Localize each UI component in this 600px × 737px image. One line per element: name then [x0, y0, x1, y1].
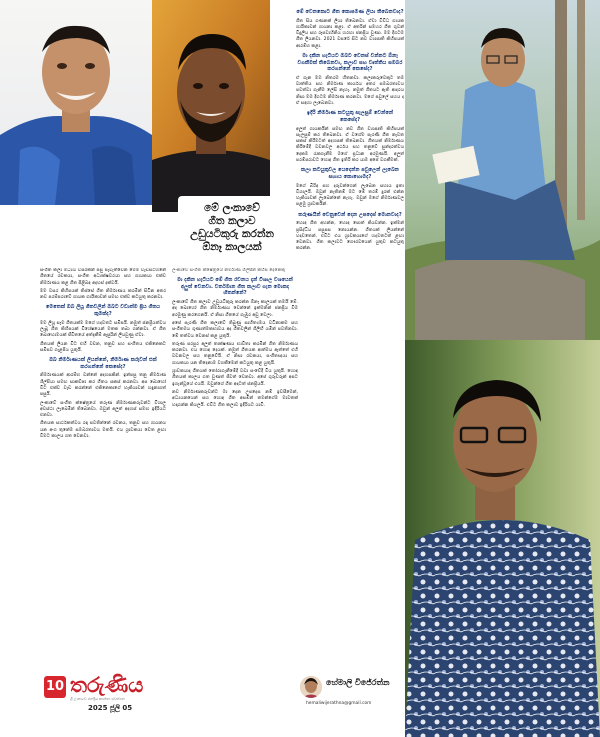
newspaper-brand: තරුණිය	[70, 672, 144, 697]
paragraph: තරුණ පරපුර අලුත් තාක්ෂණය භාවිතා කරමින් ගීත නිර්මාණය කරනවා. එය හොඳ දෙයක්. නමුත් ගීතයක ආත්මය ඇත්තේ එහි වචනවල සහ තනුවේයි. ඒ නිසා රචකයා, සංගීතඥයා සහ ගායකයා යන තිදෙනාම වගකීමෙන් කටයුතු කළ යුතුයි.	[172, 341, 298, 366]
title-line-3: උඩුයටිකුරු කරන්න	[190, 228, 274, 240]
portrait-photo-center	[152, 0, 270, 212]
photo-caption: ලංකාවේ සංගීත ක්ෂේත්‍රයේ නිර්මාණ ශිල්පීන් කිහිප දෙනෙකු	[172, 268, 286, 273]
paragraph: ලංකාවේ සංගීත ක්ෂේත්‍රයේ තරුණ නිර්මාණකරුවන්ට විශාල අවස්ථා ලැබෙමින් තිබෙනවා. ඔවුන් අලුත් අදහස් සමඟ ඉදිරියට එනවා.	[40, 400, 166, 419]
question-heading: මා දකින හැටියට මේ ගීත රචනය දැන් විශාල වශයෙන් අලුත් වෙනවා. වර්තමාන ගීත කලාව ගැන මොකද හිතන්නේ?	[177, 277, 293, 297]
title-line-1: මේ ලංකාවේ	[204, 202, 260, 214]
paragraph: අලුත් ගායකයින් සමඟ නව ගීත ව්‍යාපෘති කිහිපයක් සැලසුම් කර තිබෙනවා. ඒ වගේම පැරණි ගීත නැවත සකස් කිරීමටත් අදහසක් තිබෙනවා. ගීතයක් නිර්මාණය කිරීමේදී වචනවල අර්ථය සහ තනුවේ සුන්දරත්වය දෙකම රැකගැනීම මගේ ප්‍රධාන අරමුණයි. අලුත් පරම්පරාවට හොඳ ගීත ඉතිරි කර යාම අපේ වගකීමක්.	[296, 126, 404, 164]
paragraph: ගීත සිය ගණනක් ලියා තිබෙනවා. ඒවා විවිධ ගායක ගායිකාවන් ගායනා කළා. ඒ අතරින් සමහර ගීත ගුවන් විදුලිය සහ රූපවාහිනිය හරහා ජනප්‍රිය වුණා. මම දිගටම ගීත ලියනවා. 2021 වසරේ සිට නව ව්‍යාපෘති කිහිපයක් ආරම්භ කළා.	[296, 18, 404, 49]
paragraph: නව නිර්මාණකරුවන්ට මා දෙන උපදෙස නම් ඉවසීමෙන්, අධ්‍යයනයෙන් සහ හොඳ ගීත අසමින් තමන්ගේම මාවතක් හදාගන්න කියලයි. එවිට ගීත කලාව ඉදිරියට යාවි.	[172, 389, 298, 408]
title-line-2: ගීත කලාව	[208, 215, 256, 227]
author-name: හේමාලි විජේරත්න	[326, 678, 390, 687]
question-heading: තරුණයින් වෙනුවෙන් දෙන උපදෙස් මොනවාද?	[298, 211, 402, 218]
article-title	[178, 196, 286, 270]
author-email: hemaliwijerathna@gmail.com	[306, 701, 372, 706]
author-avatar	[300, 676, 322, 698]
question-heading: මා දකින හැටියට ඔබට වෙනස් වන්නට ඕනෑ වගකීමක් තිබෙනවා, කලාව සහ වෘත්තිය සමබර කරගන්නේ කෙසේද?	[297, 53, 403, 73]
paragraph: ලංකාවේ ගීත කලාව උඩුයටිකුරු කරන්න ඕනෑ කාලයක් තමයි මේ. අද බොහෝ ගීත නිර්මාණය වෙන්නේ ඉක්මනින් ජනප්‍රිය වීම අරමුණු කරගෙනයි. ඒ නිසා ගීතයේ ගැඹුර අඩු වෙලා.	[172, 300, 298, 318]
paragraph: ඒ ගැන මම නිතරම හිතනවා. කලාකරුවෙකුට තම වෘත්තිය සහ නිර්මාණ කාර්යය අතර සමබරතාවය පවත්වා ගැනීම ලේසි නැහැ. නමුත් ගීතයට ඇති ආදරය නිසා මම දිගටම නිර්මාණ කරනවා. මගේ පවුලේ සහය ද ඒ සඳහා ලැබෙනවා.	[296, 75, 404, 107]
portrait-photo-right-bottom	[405, 340, 600, 737]
page-number-badge	[44, 676, 66, 698]
paragraph: හොඳ ගීත අහන්න, හොඳ පොත් කියවන්න. ඉක්මන් ප්‍රසිද්ධිය පසුපස නොයන්න. ගීතයක් ලියන්නේ හදවතෙන්. එවිට එය ශ්‍රාවකයාගේ හදවතටත් ළඟා වෙනවා. ගීත කලාවට ගෞරවයෙන් යුතුව කටයුතු කරන්න.	[296, 221, 404, 252]
author-avatar-image	[300, 676, 322, 698]
article-column-3	[296, 6, 404, 546]
portrait-photo-left	[0, 0, 152, 205]
paragraph: සංගීත කලා මධ්‍යය වසරකින් පසු පැවැත්වෙන මෙම වැඩසටහනේ ගීතයේ රචකයා, සංගීත අධ්‍යක්ෂවරයා සහ ගායකයා එක්ව නිර්මාණය කළ ගීත පිළිබඳ අදහස් දක්වයි.	[40, 268, 166, 286]
page-number: 10	[45, 679, 65, 694]
question-heading: කලා කටයුතුවල යෙදෙන්න පවුලෙන් ලැබෙන සහාය කොහොමද?	[300, 167, 399, 180]
paragraph: නිර්මාණයක් ආරම්භ වන්නේ අදහසකින්. ඉන්පසු තනු නිර්මාණ ශිල්පියා සමඟ සාකච්ඡා කර ගීතය සකස් කරනවා. අප බොහෝ විට එක්ව වැඩ කරන්නේ එකිනෙකාගේ හැකියාවන් හඳුනාගත් පසුයි.	[40, 373, 166, 398]
paragraph: මම ලියූ සෑම ගීතයක්ම මගේ හදවතට සමීපයි. නමුත් ජනප්‍රියත්වය ලැබූ ගීත කිහිපයක් විශේෂයෙන් මතක තබා ගන්නවා. ඒ ගීත බොහොමයක් ජීවිතයේ අත්දැකීම් ඇසුරින් ලියවුණු ඒවා.	[40, 320, 166, 339]
article-column-2	[172, 268, 298, 678]
paragraph: ගීතයක් ලියන විට එහි වචන, තනුව සහ සංගීතය එකිනෙකට සමීපව ගැළපිය යුතුයි.	[40, 341, 166, 353]
question-heading: මේ වෙනකොට ගීත කොපමණ ලියා තිබෙනවාද?	[296, 9, 404, 15]
question-heading: මෙතෙක් ඔබ ලියූ ගීතවලින් ඔබට වඩාත්ම ප්‍රිය ගීතය කුමක්ද?	[45, 304, 161, 318]
paragraph: මගේ බිරිඳ සහ දරුවන්ගෙන් ලැබෙන සහාය ඉතා විශාලයි. ඔවුන් නැතිනම් මට මේ තරම් දුරක් එන්න හැකියාවක් ලැබෙන්නේ නැහැ. ඔවුන් මගේ නිර්මාණවල පළමු ශ්‍රාවකයින්.	[296, 183, 404, 208]
portrait-center-image	[152, 0, 270, 212]
article-column-1	[40, 268, 166, 670]
question-heading: ඉදිරි නිර්මාණ කටයුතු සැලසුම් වෙන්නේ කෙසේද?	[306, 110, 394, 123]
portrait-right-bottom-image	[405, 340, 600, 737]
paragraph: ගීතයක සාර්ථකත්වය රඳා පවතින්නේ රචනය, තනුව සහ ගායනය යන අංග තුනේම සමබරතාවය මතයි. එය ශ්‍රාවකයා වෙත ළඟා වීමට කාලය ගත වෙනවා.	[40, 421, 166, 440]
paragraph: ශ්‍රාවකයාද ගීතයක් තෝරාගැනීමේදී වඩා සංවේදී විය යුතුයි. හොඳ ගීතයක් කාලය ගත වුණත් ජීවත් වෙනවා. අපේ ගුරුවරුන් අපට ඉගැන්වූයේ එයයි. ඔවුන්ගේ ගීත අදටත් ජනප්‍රියයි.	[172, 369, 298, 387]
paragraph: අපේ පැරණි ගීත කලාවේ තිබුණු සාහිත්‍යමය වටිනාකම සහ සංගීතමය ගුණාත්මකභාවය අද ගීතවලින් ගිලිහී යමින් පවතිනවා. මේ තත්වය වෙනස් කළ යුතුයි.	[172, 320, 298, 339]
question-heading: ඔබ නිර්මාණයක් ලියන්නේ, නිර්මාණ කරුවන් එක් කරගන්නේ කෙසේද?	[49, 357, 157, 370]
brand-tagline: ශ්‍රී ලංකාවේ ජනප්‍රිය කාන්තා පුවත්පත	[70, 697, 125, 701]
portrait-photo-right-top	[405, 0, 600, 340]
paragraph: මම වසර කිහිපයක් තිස්සේ ගීත නිර්මාණය කරමින් සිටින අතර නව පරම්පරාවේ ගායක ගායිකාවන් සමඟ එක්ව කටයුතු කරනවා.	[40, 288, 166, 301]
issue-date: 2025 ජූලි 05	[88, 704, 133, 712]
portrait-left-image	[0, 0, 152, 205]
title-line-4: ඕනෑ කාලයක්	[202, 241, 262, 253]
portrait-right-top-image	[405, 0, 600, 340]
